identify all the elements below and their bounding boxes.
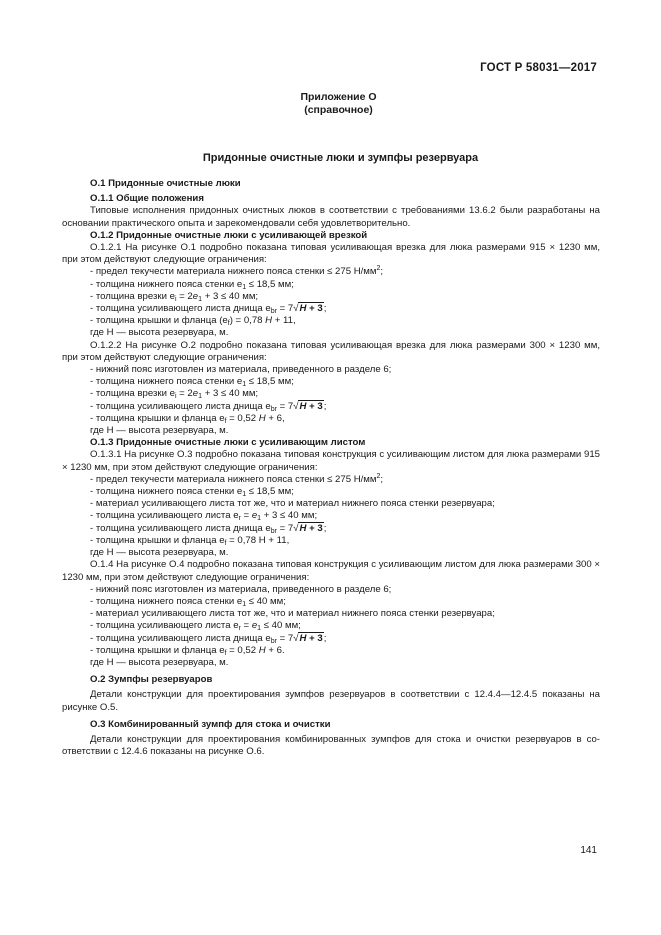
list-item: - толщина нижнего пояса стенки $e_1 \le 18,5$ мм; [90, 278, 294, 291]
list-item: - толщина усиливающего листа $e_r = e_1 \le 40$ мм; [90, 620, 301, 633]
standard-number: ГОСТ Р 58031—2017 [480, 62, 597, 74]
list-item: - материал усиливающего листа тот же, что и материал нижнего пояса стенки резервуара; [90, 498, 495, 510]
subsection-heading: О.1.1 Общие положения [90, 193, 204, 205]
subsection-heading: О.1.2 Придонные очистные люки с усиливающей врезкой [90, 229, 368, 241]
list-item: - толщина усиливающего листа днища $e_{br} = 7√H + 3$; [90, 400, 327, 413]
paragraph: О.1.3.1 На рисунке О.3 подробно показана типовая конструкция с усиливающим листом для люка размерами 915 × 1230 мм, при этом действуют следующие ограничения: [62, 449, 600, 473]
where-clause: где H — высота резервуара, м. [90, 327, 229, 339]
paragraph: Типовые исполнения придонных очистных люков в соответствии с требованиями 13.6.2 были разработаны на основании практического опыта и зарекомендовали себя удовлетворительно. [62, 205, 600, 229]
list-item: - толщина врезки $e_i = 2e_1 + 3 \le 40$ мм; [90, 290, 259, 303]
list-item: - толщина нижнего пояса стенки $e_1 \le 18,5$ мм; [90, 376, 294, 389]
section-heading: О.3 Комбинированный зумпф для стока и очистки [90, 718, 331, 730]
where-clause: где H — высота резервуара, м. [90, 547, 229, 559]
list-item: - толщина крышки и фланца $e_f = 0,52$ H + 6, [90, 412, 285, 425]
list-item: - толщина усиливающего листа днища $e_{br} = 7√H + 3$; [90, 632, 327, 645]
annex-title: Приложение О [300, 91, 377, 103]
list-item: - толщина нижнего пояса стенки $e_1 \le 18,5$ мм; [90, 486, 294, 499]
list-item: - толщина нижнего пояса стенки $e_1 \le 40$ мм; [90, 595, 286, 608]
paragraph: О.1.2.2 На рисунке О.2 подробно показана типовая усиливающая врезка для люка размерами 300 × 1230 мм, при этом действуют следующие ограничения: [62, 339, 600, 363]
annex-heading [0, 91, 661, 117]
list-item: - нижний пояс изготовлен из материала, приведенного в разделе 6; [90, 364, 392, 376]
paragraph: О.1.2.1 На рисунке О.1 подробно показана типовая усиливающая врезка для люка размерами 915 × 1230 мм, при этом действуют следующие ограничения: [62, 242, 600, 266]
document-title: Придонные очистные люки и зумпфы резервуара [202, 152, 479, 164]
document-body [62, 178, 600, 758]
paragraph: Детали конструкции для проектирования зумпфов резервуаров в соответствии с 12.4.4—12.4.5 показаны на рисунке О.5. [62, 689, 600, 713]
list-item: - материал усиливающего листа тот же, что и материал нижнего пояса стенки резервуара; [90, 608, 495, 620]
list-item: - толщина усиливающего листа днища $e_{br} = 7√H + 3$; [90, 303, 327, 316]
section-heading: О.2 Зумпфы резервуаров [90, 674, 213, 686]
list-item: - нижний пояс изготовлен из материала, приведенного в разделе 6; [90, 583, 392, 595]
paragraph: О.1.4 На рисунке О.4 подробно показана типовая конструкция с усиливающим листом для люка размерами 300 × 1230 мм, при этом действуют следующие ограничения: [62, 559, 600, 583]
list-item: - предел текучести материала нижнего пояса стенки ≤ 275 $Н/мм^2$; [90, 265, 384, 278]
list-item: - толщина крышки и фланца $e_f = 0,78$ H + 11, [90, 534, 290, 547]
list-item: - толщина усиливающего листа днища $e_{br} = 7√H + 3$; [90, 522, 327, 535]
section-heading: О.1 Придонные очистные люки [90, 178, 241, 189]
paragraph: Детали конструкции для проектирования комбинированных зумпфов для стока и очистки резервуаров в со-ответствии с 12.4.6 показаны на рисунке О.6. [62, 733, 600, 758]
list-item: - толщина крышки и фланца $e_f = 0,52$ H + 6. [90, 644, 285, 657]
subsection-heading: О.1.3 Придонные очистные люки с усиливающим листом [90, 437, 366, 449]
list-item: - толщина врезки $e_i = 2e_1 + 3 \le 40$ мм; [90, 388, 259, 401]
page-number: 141 [580, 845, 597, 856]
where-clause: где H — высота резервуара, м. [90, 425, 229, 437]
list-item: - толщина крышки и фланца $(e_f) = 0,78$ H + 11, [90, 315, 296, 328]
list-item: - толщина усиливающего листа $e_r = e_1 + 3 \le 40$ мм; [90, 510, 318, 523]
list-item: - предел текучести материала нижнего пояса стенки ≤ 275 $Н/мм^2$; [90, 472, 384, 485]
where-clause: где H — высота резервуара, м. [90, 656, 229, 668]
annex-note: (справочное) [304, 104, 373, 116]
